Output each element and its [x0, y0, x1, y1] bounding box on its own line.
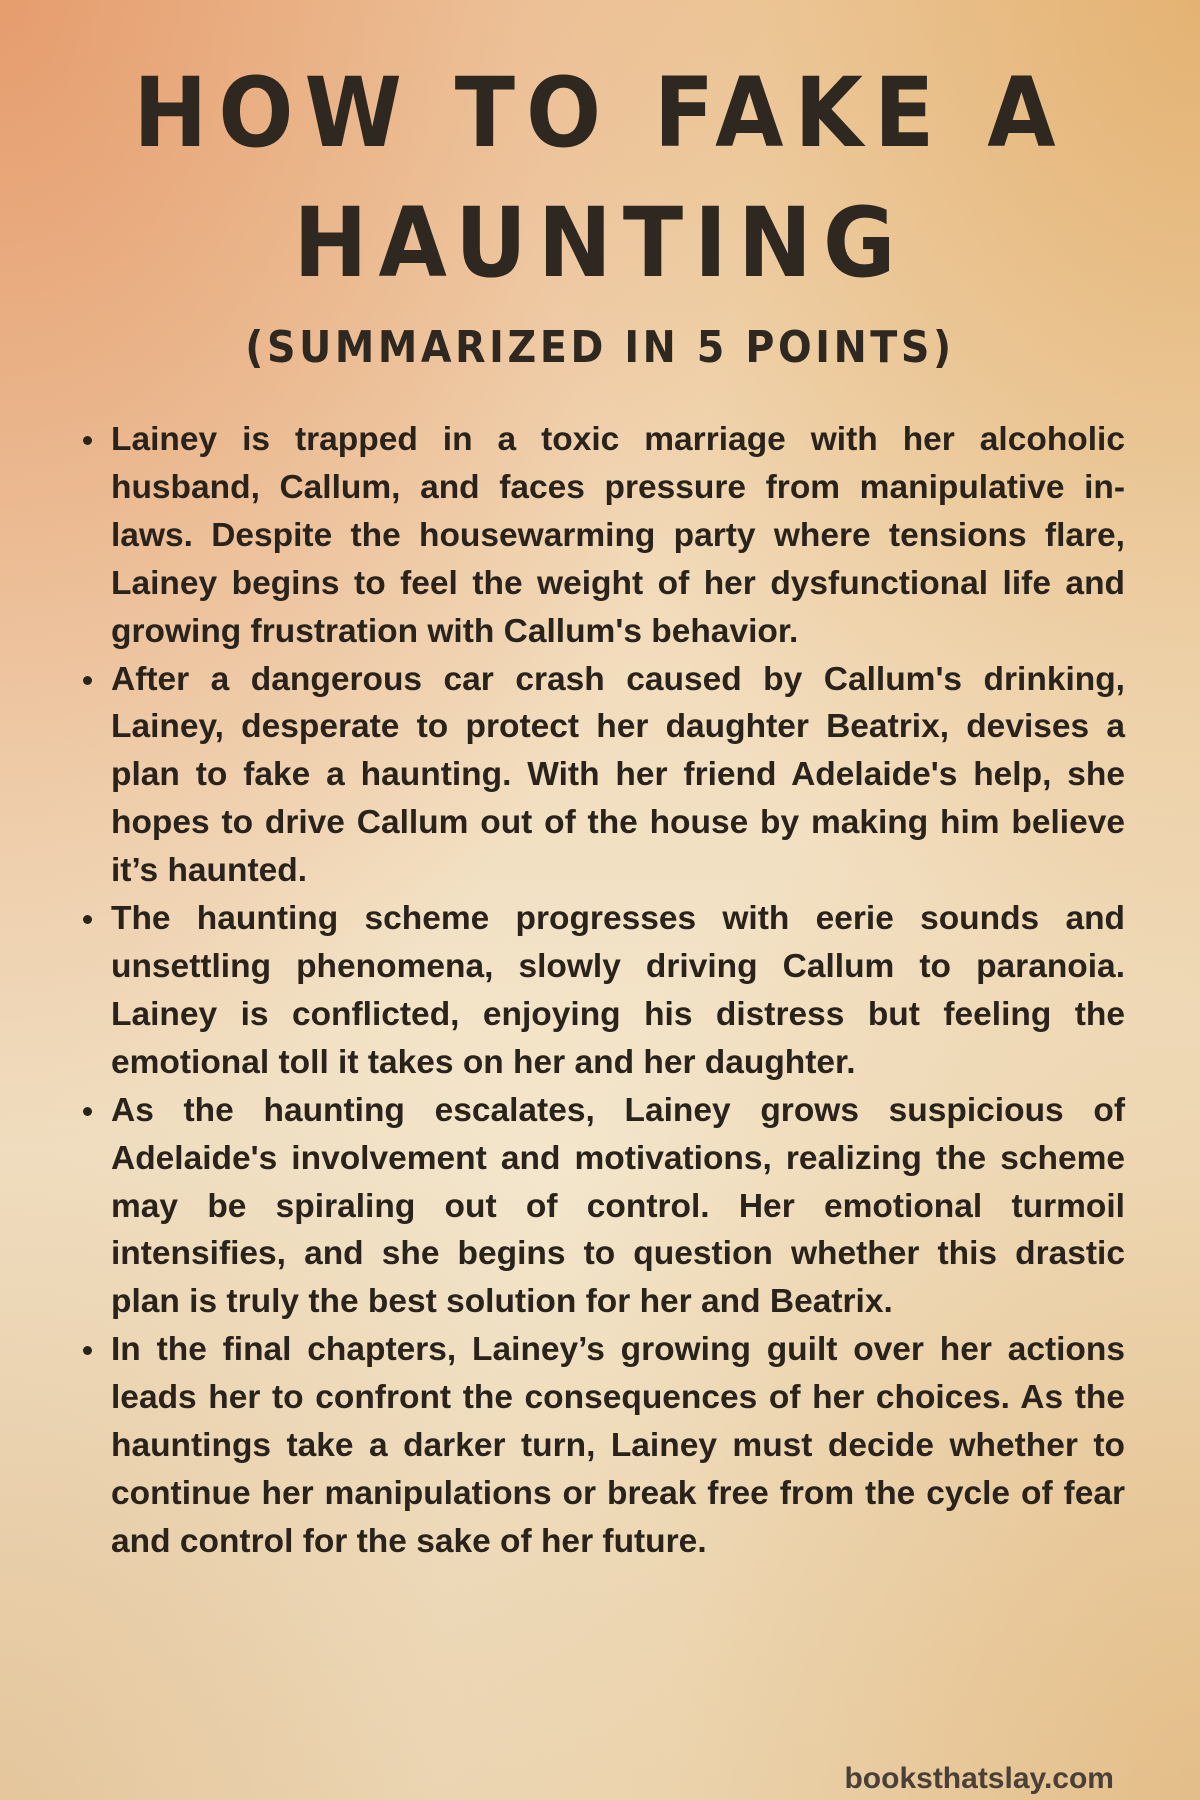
summary-list [111, 416, 1125, 1566]
list-item: In the final chapters, Lainey’s growing guilt over her actions leads her to confront the consequences of her choices. As the hauntings take a darker turn, Lainey must decide whether to continue her manipulations or break free from the cycle of fear and control for the sake of her future. [111, 1326, 1125, 1566]
list-item: The haunting scheme progresses with eerie sounds and unsettling phenomena, slowly driving Callum to paranoia. Lainey is conflicted, enjoying his distress but feeling the emotional toll it takes on her and her daughter. [111, 895, 1125, 1087]
list-item: Lainey is trapped in a toxic marriage with her alcoholic husband, Callum, and faces pressure from manipulative in-laws. Despite the housewarming party where tensions flare, Lainey begins to feel the weight of her dysfunctional life and growing frustration with Callum's behavior. [111, 416, 1125, 656]
page-title: HOW TO FAKE A HAUNTING [133, 57, 1067, 299]
list-item: After a dangerous car crash caused by Callum's drinking, Lainey, desperate to protect her daughter Beatrix, devises a plan to fake a haunting. With her friend Adelaide's help, she hopes to drive Callum out of the house by making him believe it’s haunted. [111, 656, 1125, 896]
list-item: As the haunting escalates, Lainey grows suspicious of Adelaide's involvement and motivations, realizing the scheme may be spiraling out of control. Her emotional turmoil intensifies, and she begins to question whether this drastic plan is truly the best solution for her and Beatrix. [111, 1087, 1125, 1327]
subtitle: (SUMMARIZED IN 5 POINTS) [245, 322, 955, 373]
site-credit: booksthatslay.com [844, 1762, 1114, 1795]
